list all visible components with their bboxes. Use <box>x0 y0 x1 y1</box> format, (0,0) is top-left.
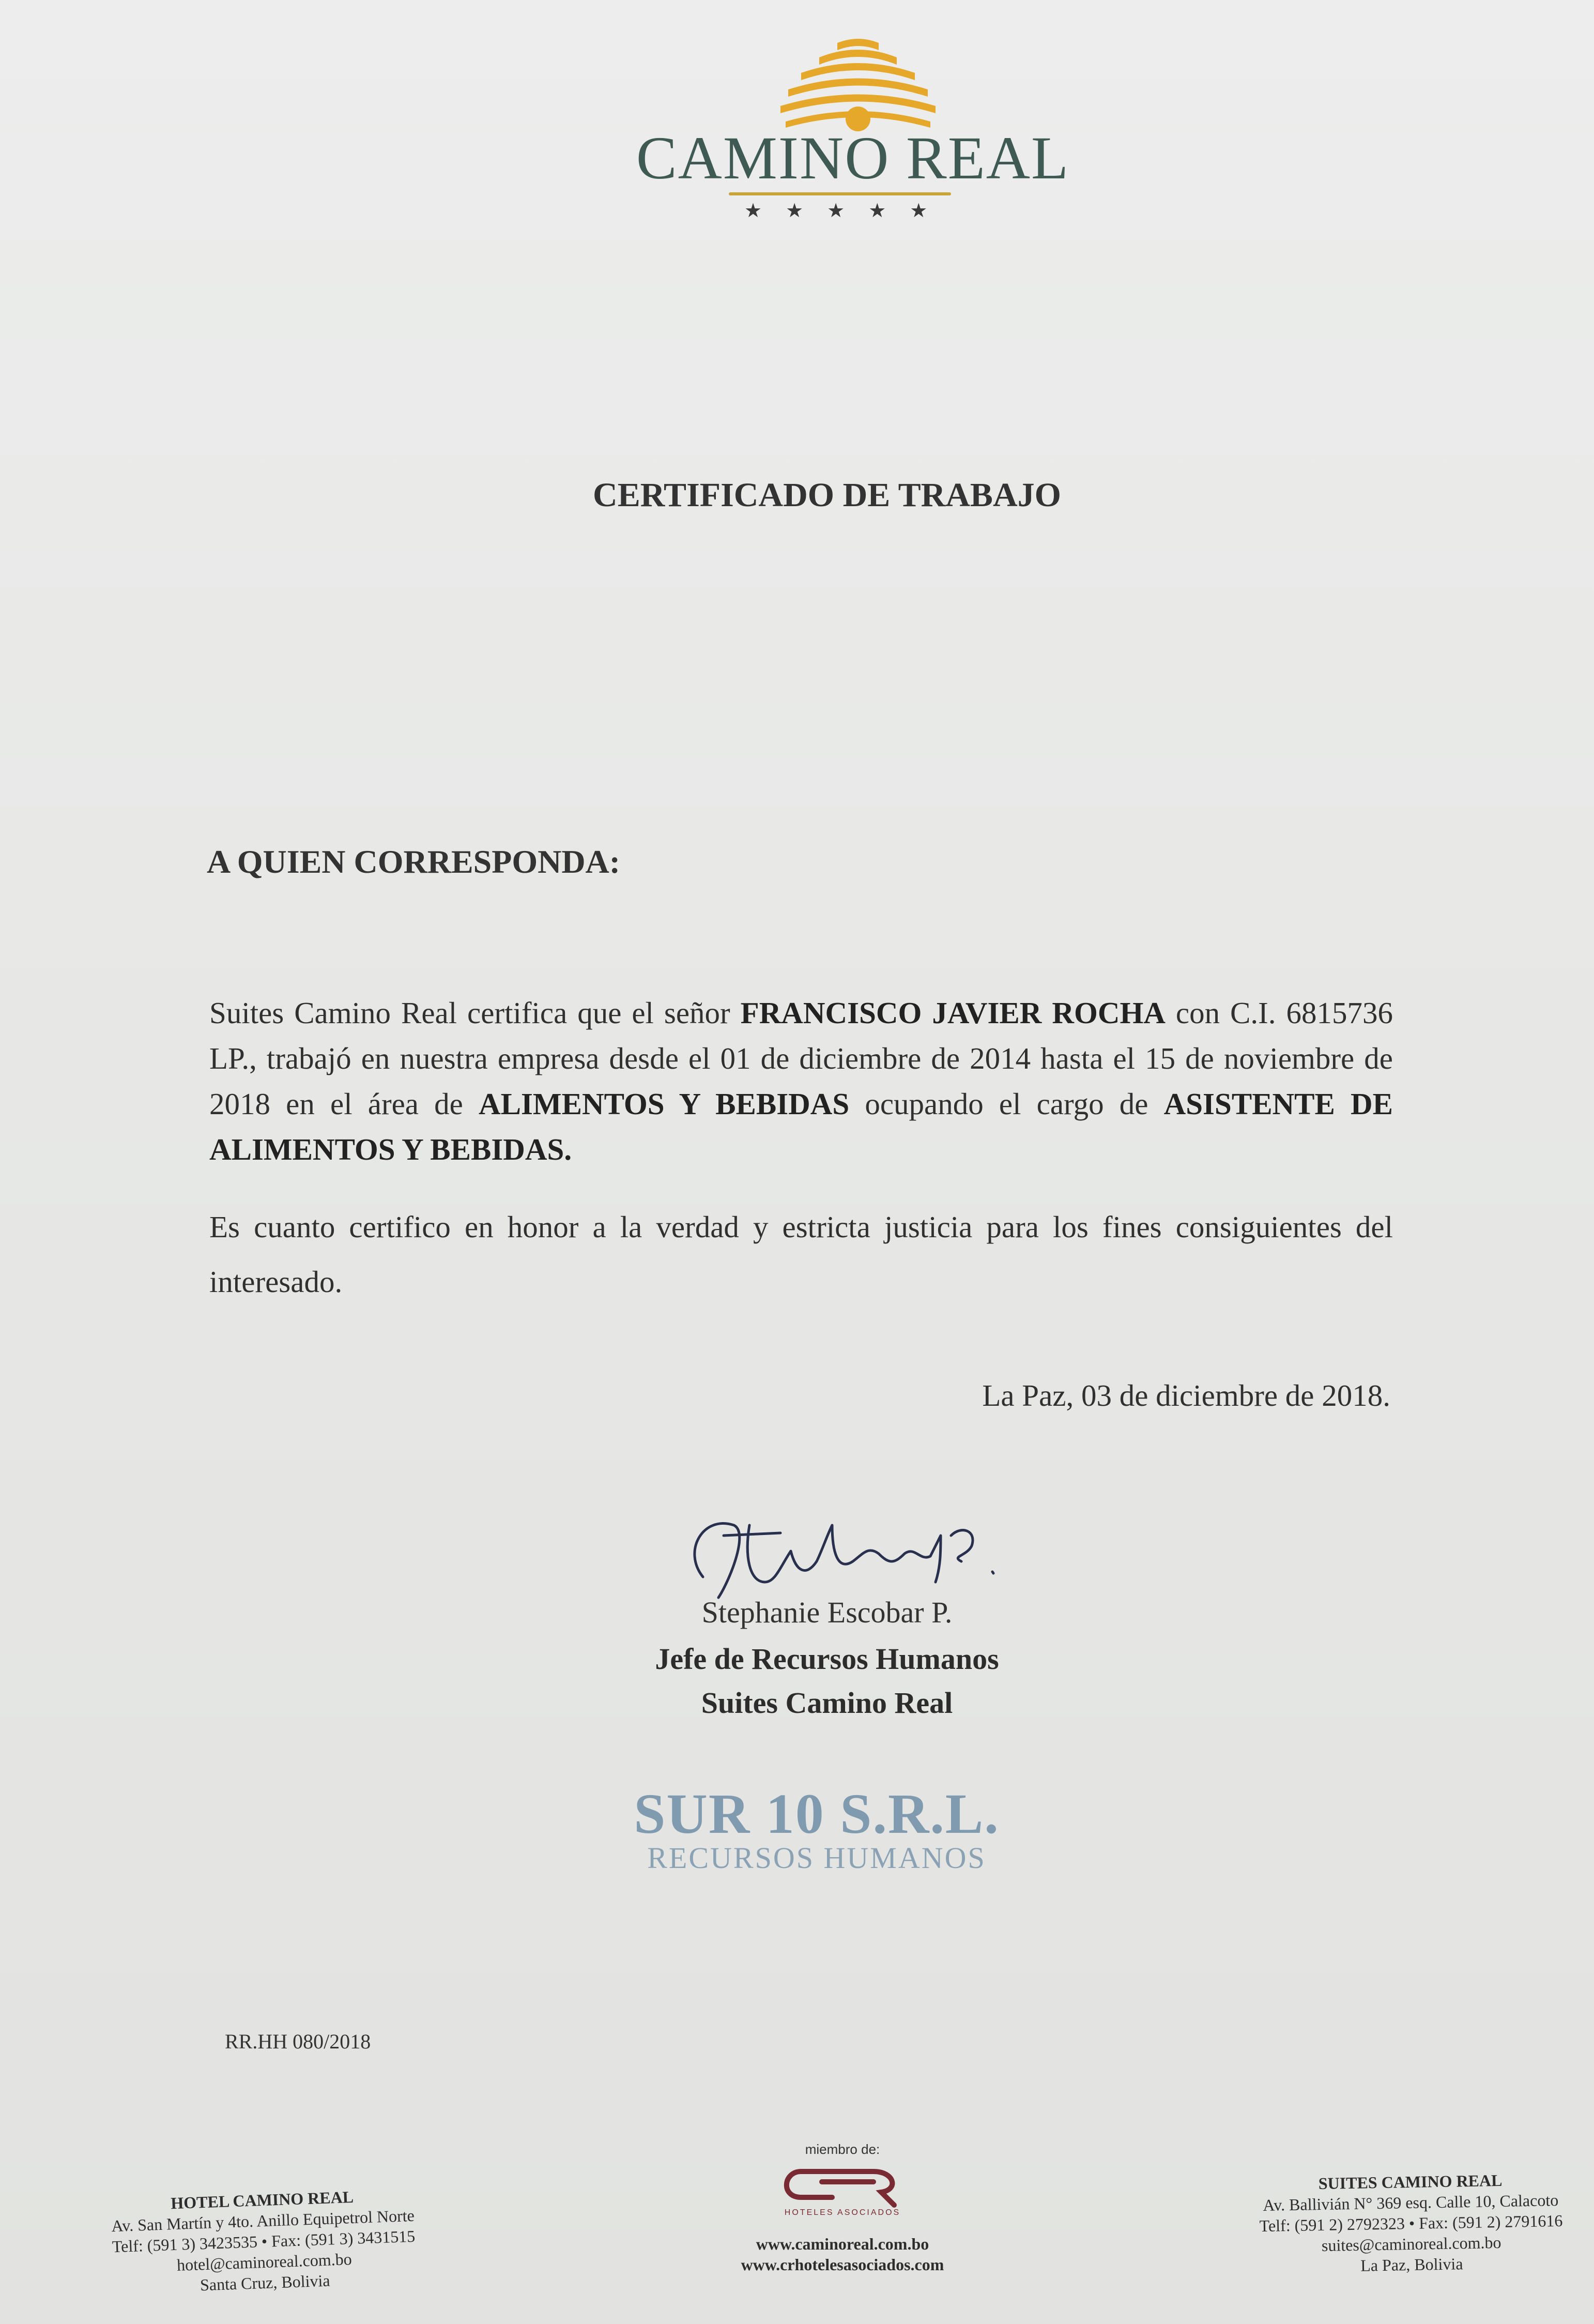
closing-paragraph: Es cuanto certifico en honor a la verdad y estricta justicia para los fines consiguientes del interesado. <box>209 1210 1393 1299</box>
stamp-company: SUR 10 S.R.L. <box>634 1782 1000 1845</box>
brand-name: CAMINO REAL <box>636 124 1070 192</box>
document-title: CERTIFICADO DE TRABAJO <box>593 476 1061 514</box>
footer-right-address: Av. Ballivián N° 369 esq. Calle 10, Calacoto <box>1263 2191 1559 2214</box>
signer-role: Jefe de Recursos Humanos <box>655 1642 999 1676</box>
job-title: ASISTENTE DE ALIMENTOS Y BEBIDAS. <box>209 1087 1393 1166</box>
signer-name: Stephanie Escobar P. <box>701 1596 953 1629</box>
footer-left-email: hotel@caminoreal.com.bo <box>176 2250 352 2274</box>
footer-suites-la-paz <box>1203 2168 1594 2279</box>
footer-right-email: suites@caminoreal.com.bo <box>1321 2232 1501 2255</box>
body-text-b: con C.I. 6815736 LP., trabajó en nuestra empresa desde el 01 de diciembre de 2014 hasta el 15 de noviembre de 2018 en el área de <box>209 996 1393 1121</box>
stamp-department: RECURSOS HUMANOS <box>647 1841 986 1875</box>
footer-right-heading: SUITES CAMINO REAL <box>1318 2170 1503 2193</box>
footer-hotel-santa-cruz <box>55 2182 472 2300</box>
website-camino-real[interactable]: www.caminoreal.com.bo <box>756 2235 929 2253</box>
logo-underline <box>729 192 951 195</box>
footer-right-phone: Telf: (591 2) 2792323 • Fax: (591 2) 2791616 <box>1259 2211 1563 2236</box>
camino-real-sun-logo-icon <box>765 28 951 132</box>
work-area: ALIMENTOS Y BEBIDAS <box>479 1087 850 1121</box>
footer-websites <box>662 2234 1023 2275</box>
footer-left-address: Av. San Martín y 4to. Anillo Equipetrol Norte <box>111 2206 415 2236</box>
footer-right-city: La Paz, Bolivia <box>1360 2254 1463 2275</box>
body-text-a: Suites Camino Real certifica que el señor <box>209 996 741 1030</box>
salutation: A QUIEN CORRESPONDA: <box>207 843 621 880</box>
employee-name: FRANCISCO JAVIER ROCHA <box>740 996 1166 1030</box>
cr-hoteles-asociados-logo-icon <box>770 2161 915 2218</box>
signer-company: Suites Camino Real <box>701 1686 953 1720</box>
footer-left-phone: Telf: (591 3) 3423535 • Fax: (591 3) 3431515 <box>112 2226 416 2256</box>
website-cr-hoteles[interactable]: www.crhotelesasociados.com <box>741 2255 944 2274</box>
body-text-c: ocupando el cargo de <box>849 1087 1164 1121</box>
footer-left-city: Santa Cruz, Bolivia <box>200 2271 331 2295</box>
reference-number: RR.HH 080/2018 <box>225 2030 371 2053</box>
issue-date: La Paz, 03 de diciembre de 2018. <box>982 1378 1390 1412</box>
certification-paragraph <box>209 990 1393 1172</box>
logo-stars: ★★★★★ <box>744 200 952 222</box>
cr-logo-text: HOTELES ASOCIADOS <box>784 2208 901 2217</box>
footer-left-heading: HOTEL CAMINO REAL <box>170 2187 354 2213</box>
member-of-label: miembro de: <box>805 2141 880 2157</box>
